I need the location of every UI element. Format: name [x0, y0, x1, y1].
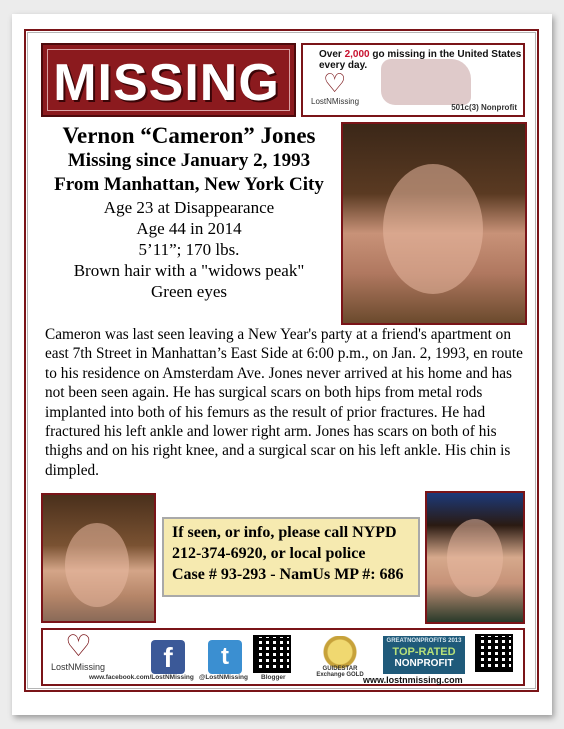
promo-panel [301, 43, 525, 117]
person-info [41, 120, 337, 302]
guidestar-label: GUIDESTAR Exchange GOLD [316, 666, 364, 678]
footer-logo-text: LostNMissing [51, 662, 106, 672]
blogger-label[interactable]: Blogger [261, 674, 286, 681]
footer-bar [41, 628, 525, 686]
description-text: Cameron was last seen leaving a New Year's party at a friend's apartment on east 7th Street in Manhattan’s East Side at 6:00 p.m., on Jan. 2, 1993, en route to his residence on Amsterdam Ave. Jones never arrived at his home and has not been seen again. He has surgical scars on both hips from metal rods implanted into both of his femurs as the result of prior fractures. He had fractured his left ankle and lower right arm. Jones has scars on both of his thighs and on his right knee, and a surgical scar on his left ankle. His chin is dimpled. [45, 326, 523, 479]
missing-title: MISSING [53, 54, 280, 112]
height-weight: 5’11”; 170 lbs. [138, 240, 240, 259]
main-photo [341, 122, 527, 325]
promo-logo-text: LostNMissing [311, 97, 360, 106]
top-rated-nonprofit: NONPROFIT [394, 658, 454, 669]
website-link[interactable]: www.lostnmissing.com [363, 675, 463, 685]
top-rated-year: GREATNONPROFITS 2013 [386, 638, 462, 644]
age-in-2014: Age 44 in 2014 [136, 219, 242, 238]
secondary-photo-right [425, 491, 525, 624]
top-rated-label: TOP-RATED [392, 646, 456, 658]
missing-banner [41, 43, 296, 117]
left-photo-face [65, 523, 129, 607]
guidestar-badge-icon[interactable] [315, 636, 365, 676]
promo-number: 2,000 [344, 49, 370, 60]
footer-logo[interactable] [47, 632, 111, 678]
qr-code-icon[interactable] [475, 634, 513, 672]
main-photo-face [383, 164, 483, 294]
twitter-handle[interactable]: @LostNMissing [199, 674, 248, 681]
contact-line-1: If seen, or info, please call NYPD [172, 524, 397, 541]
hair-description: Brown hair with a "widows peak" [73, 261, 305, 280]
facebook-url[interactable]: www.facebook.com/LostNMissing [89, 674, 194, 681]
promo-prefix: Over [319, 49, 342, 60]
facebook-icon[interactable]: f [151, 640, 185, 674]
qr-code-icon[interactable] [253, 635, 291, 673]
person-name: Vernon “Cameron” Jones [62, 123, 316, 148]
promo-logo [309, 71, 369, 107]
heart-logo-icon: ♡ [65, 630, 92, 663]
promo-suffix: go missing in the United States every day. [319, 49, 522, 71]
eye-color: Green eyes [151, 282, 227, 301]
heart-logo-icon: ♡ [323, 69, 347, 98]
top-rated-badge-icon[interactable] [383, 636, 465, 674]
right-photo-face [447, 519, 503, 597]
promo-headline [319, 49, 523, 71]
missing-since: Missing since January 2, 1993 [67, 150, 311, 171]
twitter-icon[interactable]: t [208, 640, 242, 674]
secondary-photo-left [41, 493, 156, 623]
contact-line-2: 212-374-6920, or local police [172, 545, 366, 562]
promo-nonprofit: 501c(3) Nonprofit [451, 103, 517, 112]
contact-line-3: Case # 93-293 - NamUs MP #: 686 [172, 566, 404, 583]
age-at-disappearance: Age 23 at Disappearance [103, 198, 275, 217]
contact-callout [162, 517, 420, 597]
missing-from: From Manhattan, New York City [54, 174, 324, 195]
